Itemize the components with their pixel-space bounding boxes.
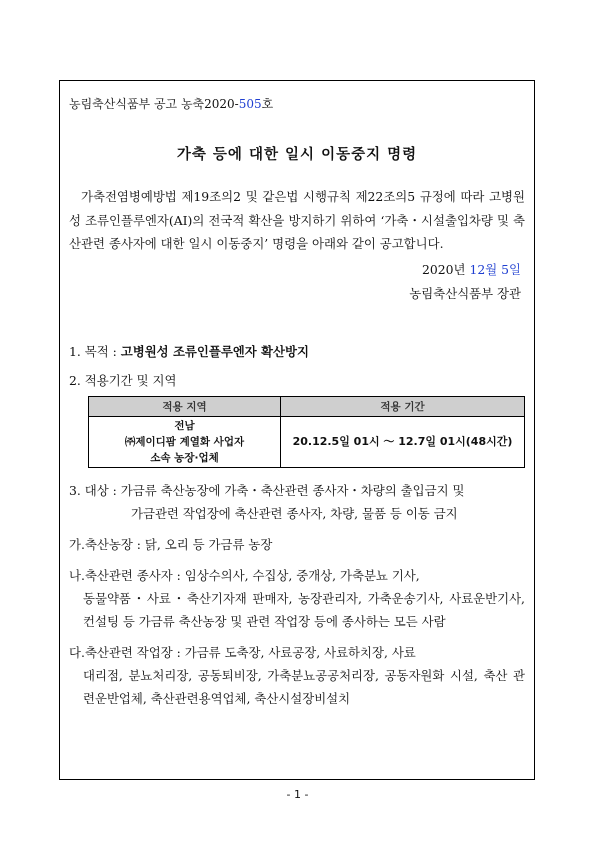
section-purpose-label: 1. 목적 :: [69, 344, 121, 360]
date-year: 2020년: [421, 262, 466, 278]
announcement-number: [69, 95, 525, 112]
region-cell: [89, 417, 281, 468]
announcement-suffix: 호: [261, 97, 274, 111]
section-period-region: 2. 적용기간 및 지역: [69, 373, 177, 389]
intro-paragraph: 가축전염병예방법 제19조의2 및 같은법 시행규칙 제22조의5 규정에 따라 고병원성 조류인플루엔자(AI)의 전국적 확산을 방지하기 위하여 ‘가축・시설출입차량 및 축산관련 종사자에 대한 일시 이동중지’ 명령을 아래와 같이 공고합니다.: [69, 189, 525, 252]
date-day: 5일: [501, 262, 521, 278]
table-header-row: [89, 397, 525, 417]
list-item-label: 가.: [69, 537, 85, 553]
issue-date: [69, 258, 525, 282]
issuer: 농림축산식품부 장관: [409, 286, 521, 302]
list-item-label: 다.: [69, 645, 85, 661]
document-frame: [59, 80, 535, 780]
section-purpose: [69, 342, 525, 362]
list-item-continuation: 대리점, 분뇨처리장, 공동퇴비장, 가축분뇨공공처리장, 공동자원화 시설, 축산 관련운반업체, 축산관련용역업체, 축산시설장비설치: [83, 668, 525, 707]
list-item-facilities: [69, 641, 525, 710]
date-month: 12월: [469, 262, 498, 278]
list-item-text: 축산농장 : 닭, 오리 등 가금류 농장: [84, 537, 273, 553]
region-line: ㈜제이디팜 계열화 사업자: [124, 436, 245, 449]
application-table: [88, 396, 525, 468]
header-region: 적용 지역: [89, 397, 281, 417]
section-target: [69, 479, 525, 525]
section-target-line: 가금관련 작업장에 축산관련 종사자, 차량, 물품 등 이동 금지: [131, 506, 458, 522]
announcement-serial: 505: [238, 97, 262, 111]
table-row: [89, 417, 525, 468]
region-line: 전남: [174, 420, 195, 433]
list-item-text: 축산관련 종사자 : 임상수의사, 수집상, 중개상, 가축분뇨 기사,: [84, 568, 420, 584]
document-body: [60, 95, 534, 710]
page-number: - 1 -: [286, 788, 309, 801]
document-title: 가축 등에 대한 일시 이동중지 명령: [176, 146, 418, 163]
header-period: 적용 기간: [281, 397, 525, 417]
section-target-line: 3. 대상 : 가금류 축산농장에 가축・축산관련 종사자・차량의 출입금지 및: [69, 483, 465, 499]
list-item-workers: [69, 564, 525, 633]
list-item-text: 축산관련 작업장 : 가금류 도축장, 사료공장, 사료하치장, 사료: [84, 645, 416, 661]
region-line: 소속 농장·업체: [150, 452, 219, 465]
list-item-continuation: 동물약품・사료・축산기자재 판매자, 농장관리자, 가축운송기사, 사료운반기사, 컨설팅 등 가금류 축산농장 및 관련 작업장 등에 종사하는 모든 사람: [83, 591, 525, 630]
period-cell: 20.12.5일 01시 ～ 12.7일 01시(48시간): [281, 417, 525, 468]
announcement-prefix: 농림축산식품부 공고 농축2020-: [69, 97, 239, 111]
section-purpose-value: 고병원성 조류인플루엔자 확산방지: [120, 344, 309, 360]
list-item-label: 나.: [69, 568, 85, 584]
list-item-farms: [69, 533, 525, 556]
